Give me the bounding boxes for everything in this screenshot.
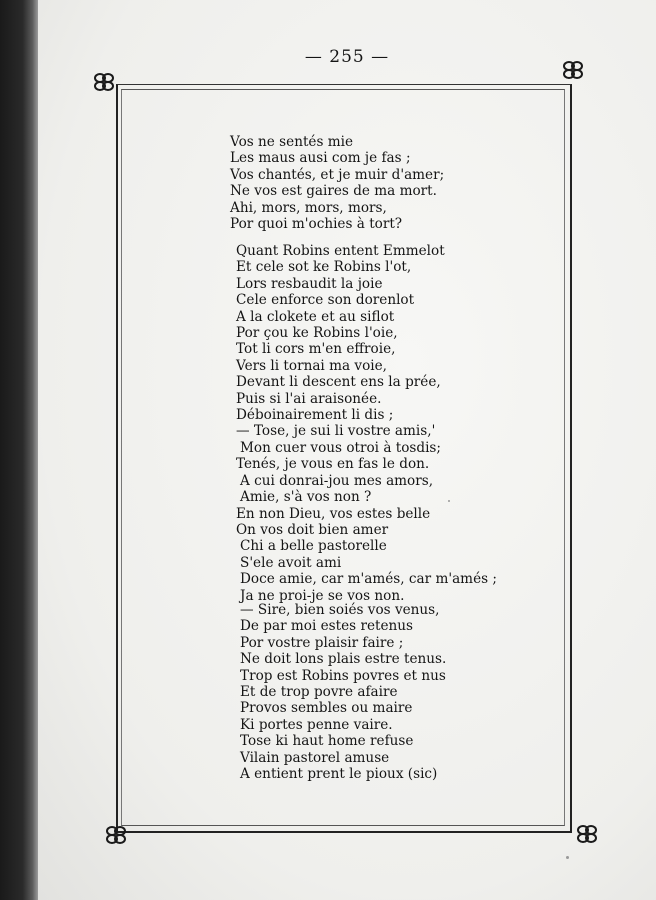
- poem-line: Les maus ausi com je fas ;: [230, 150, 411, 167]
- poem-line: Vilain pastorel amuse: [240, 749, 390, 766]
- poem-line: Déboinairement li dis ;: [236, 407, 394, 424]
- poem-line: Por quoi m'ochies à tort?: [230, 216, 403, 233]
- poem-line: S'ele avoit ami: [240, 554, 342, 571]
- poem-line: Chi a belle pastorelle: [240, 538, 387, 555]
- poem-line: Doce amie, car m'amés, car m'amés ;: [240, 571, 497, 588]
- poem-line: Por vostre plaisir faire ;: [240, 634, 404, 651]
- quatrefoil-ornament-icon: [561, 58, 585, 82]
- poem-line: — Sire, bien soiés vos venus,: [240, 602, 440, 618]
- poem-line: Vos chantés, et je muir d'amer;: [230, 166, 445, 183]
- poem-line: Ja ne proi-je se vos non.: [240, 587, 405, 604]
- poem-line: Et de trop povre afaire: [240, 684, 398, 701]
- book-page: [38, 0, 656, 900]
- poem-line: — Tose, je sui li vostre amis,': [236, 423, 436, 440]
- poem-line: Lors resbaudit la joie: [236, 275, 383, 292]
- quatrefoil-ornament-icon: [575, 822, 599, 846]
- poem-line: Vos ne sentés mie: [230, 134, 354, 150]
- poem-line: Cele enforce son dorenlot: [236, 292, 415, 309]
- poem-line: Mon cuer vous otroi à tosdis;: [240, 439, 441, 456]
- poem-stanza: [236, 243, 497, 604]
- poem-line: Provos sembles ou maire: [240, 700, 413, 717]
- paper-speck: [566, 856, 569, 859]
- quatrefoil-ornament-icon: [92, 70, 116, 94]
- poem-line: Ki portes penne vaire.: [240, 716, 393, 733]
- poem-line: Ne doit lons plais estre tenus.: [240, 651, 447, 668]
- poem-line: A entient prent le pioux (sic): [240, 766, 438, 783]
- book-spine-shadow: [0, 0, 38, 900]
- poem-line: Tot li cors m'en effroie,: [236, 341, 396, 358]
- poem-line: Vers li tornai ma voie,: [236, 357, 387, 374]
- poem-line: On vos doit bien amer: [236, 521, 389, 538]
- poem-line: De par moi estes retenus: [240, 618, 413, 635]
- poem-line: Puis si l'ai araisonée.: [236, 390, 382, 407]
- poem-line: Ahi, mors, mors, mors,: [230, 199, 387, 216]
- poem-line: Amie, s'à vos non ?: [240, 489, 372, 506]
- poem-line: A la clokete et au siflot: [236, 308, 395, 325]
- poem-line: Ne vos est gaires de ma mort.: [230, 183, 437, 200]
- poem-line: Et cele sot ke Robins l'ot,: [236, 259, 412, 276]
- poem-line: Por çou ke Robins l'oie,: [236, 325, 398, 342]
- poem-stanza: [240, 602, 446, 782]
- poem-stanza: [230, 134, 444, 232]
- poem-line: Quant Robins entent Emmelot: [236, 243, 445, 259]
- quatrefoil-ornament-icon: [104, 823, 128, 847]
- poem-line: Devant li descent ens la prée,: [236, 374, 441, 391]
- poem-line: Trop est Robins povres et nus: [240, 667, 446, 684]
- poem-line: En non Dieu, vos estes belle: [236, 505, 431, 522]
- paper-speck: [448, 500, 450, 502]
- poem-line: Tenés, je vous en fas le don.: [236, 456, 430, 473]
- page-number: — 255 —: [304, 47, 390, 67]
- poem-line: Tose ki haut home refuse: [240, 733, 414, 750]
- poem-line: A cui donrai-jou mes amors,: [240, 472, 434, 489]
